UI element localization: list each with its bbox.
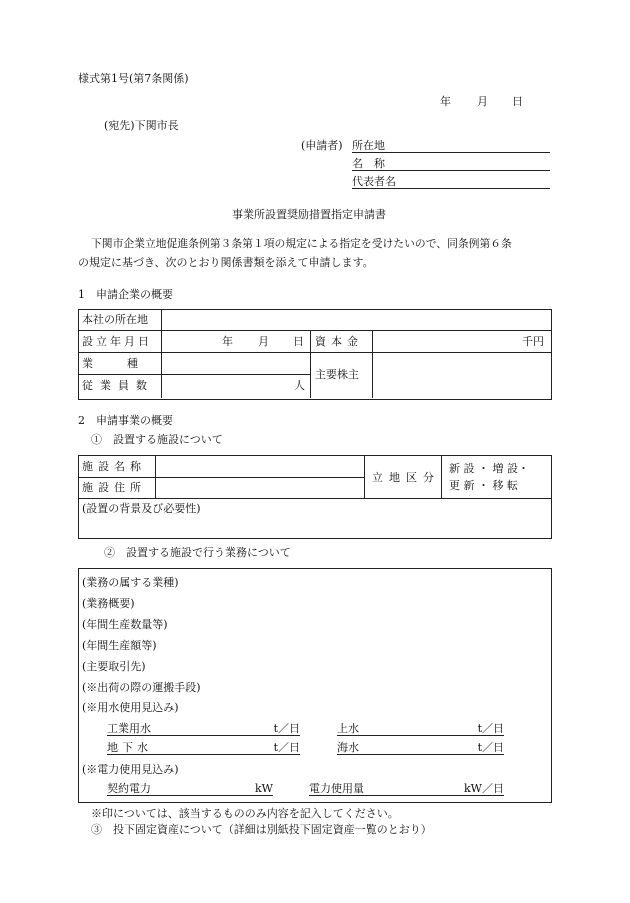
date-day: 日 [512,95,523,108]
sea-water-field[interactable]: 海水 t／日 [337,741,504,754]
business-item: (※出荷の際の運搬手段) [82,681,201,694]
section1-heading: 1 申請企業の概要 [78,288,173,301]
business-item: (主要取引先) [82,660,146,673]
business-item: (年間生産額等) [82,639,157,652]
facility-address-label: 施設住所 [82,481,146,494]
date-year: 年 [440,95,451,108]
est-day: 日 [293,335,304,348]
industrial-water-field[interactable]: 工業用水 t／日 [107,722,300,735]
business-subheading: ② 設置する施設で行う業務について [104,546,291,559]
date-month: 月 [477,95,488,108]
established-label: 設立年月日 [82,335,152,348]
employees-unit: 人 [294,379,305,392]
facility-subheading: ① 設置する施設について [91,433,223,446]
applicant-label: (申請者) [301,139,343,152]
est-month: 月 [258,335,269,348]
business-item: (業務の属する業種) [82,576,179,589]
ground-water-field[interactable]: 地下水 t／日 [107,741,300,754]
power-usage-field[interactable]: 電力使用量 kW／日 [309,782,504,795]
power-heading: (※電力使用見込み) [82,763,179,776]
capital-label: 資本金 [315,335,363,348]
intro-line-2: の規定に基づき、次のとおり関係書類を添えて申請します。 [78,256,374,269]
business-item: (※用水使用見込み) [82,701,179,714]
applicant-representative-field[interactable]: 代表者名 [352,175,550,189]
industry-label: 業 種 [82,357,142,370]
facility-name-label: 施設名称 [82,460,146,473]
site-category-label: 立地区分 [372,471,440,484]
note-text: ※印については、該当するもののみ内容を記入してください。 [91,807,399,820]
capital-unit: 千円 [522,335,544,348]
document-title: 事業所設置奨励措置指定申請書 [232,208,386,221]
business-item: (業務概要) [82,597,135,610]
form-number: 様式第1号(第7条関係) [78,72,189,85]
contract-power-field[interactable]: 契約電力 kW [107,782,273,795]
applicant-address-field[interactable]: 所在地 [352,139,550,153]
applicant-name-field[interactable]: 名 称 [352,157,550,171]
employees-label: 従業員数 [82,379,154,392]
site-options-line1: 新 設 ・ 増 設・ [449,462,529,475]
site-options-line2: 更 新 ・ 移 転 [449,479,518,492]
est-year: 年 [222,335,233,348]
tap-water-field[interactable]: 上水 t／日 [337,722,504,735]
intro-line-1: 下関市企業立地促進条例第３条第１項の規定による指定を受けたいので、同条例第６条 [91,237,512,250]
hq-address-label: 本社の所在地 [82,313,148,326]
assets-subheading: ③ 投下固定資産について（詳細は別紙投下固定資産一覧のとおり） [91,823,432,836]
addressee: (宛先)下関市長 [104,119,179,132]
background-label: (設置の背景及び必要性) [82,502,201,515]
section2-heading: 2 申請事業の概要 [78,414,173,427]
business-item: (年間生産数量等) [82,618,168,631]
shareholders-label: 主要株主 [315,368,359,381]
